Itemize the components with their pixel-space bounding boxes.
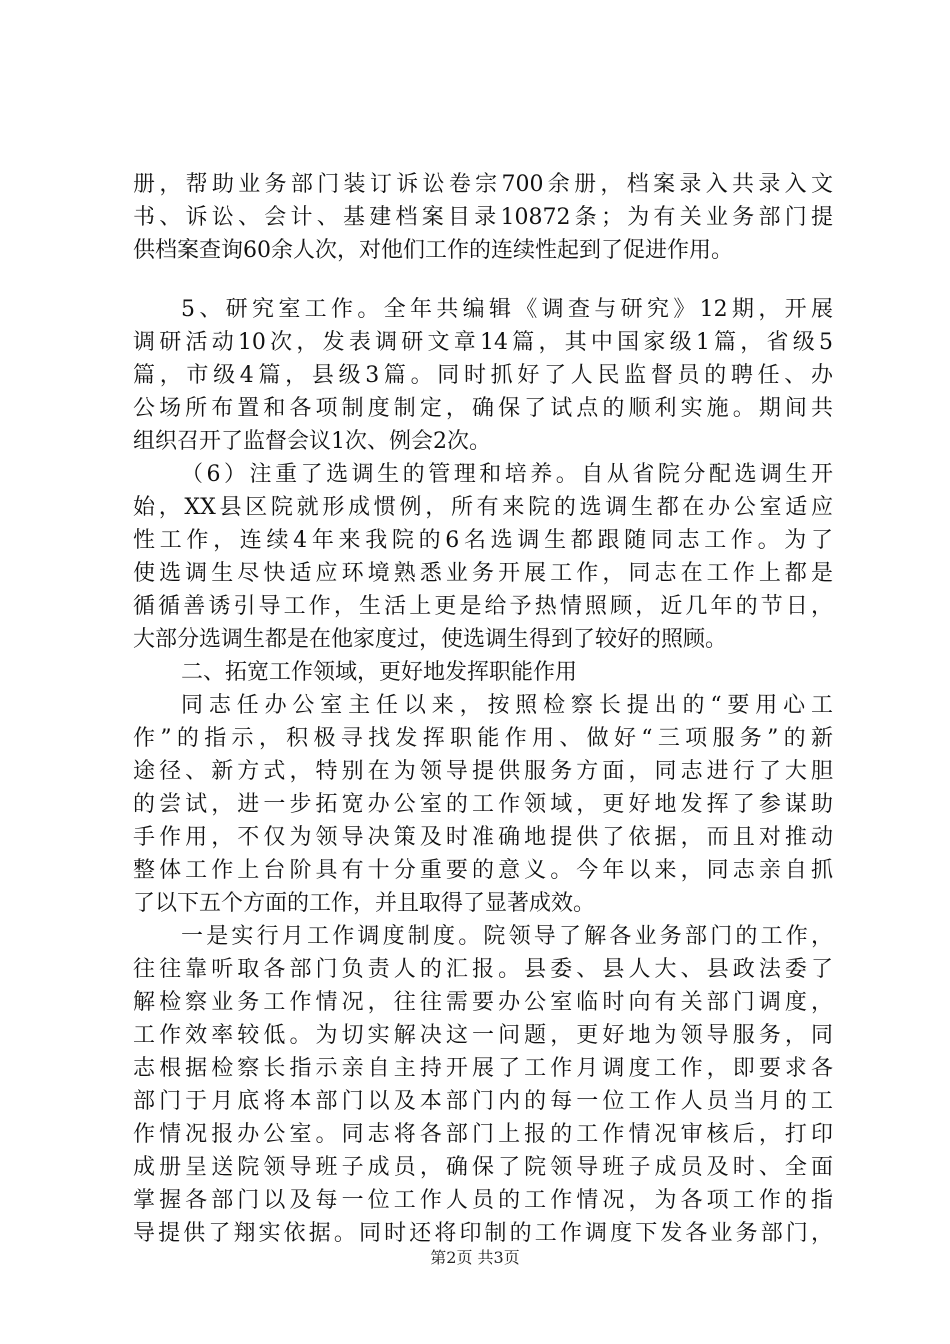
section-heading bbox=[133, 656, 833, 689]
text-line: 掌握各部门以及每一位工作人员的工作情况，为各项工作的指 bbox=[133, 1188, 833, 1213]
paragraph-selected-graduates bbox=[133, 458, 833, 656]
text-line: 书、诉讼、会计、基建档案目录10872条；为有关业务部门提 bbox=[133, 205, 833, 230]
text-line: 部门于月底将本部门以及本部门内的每一位工作人员当月的工 bbox=[133, 1089, 833, 1114]
paragraph-monthly-dispatch bbox=[133, 920, 833, 1250]
paragraph-research-office bbox=[133, 293, 833, 458]
section-two-heading: 二、拓宽工作领域，更好地发挥职能作用 bbox=[181, 660, 578, 685]
text-line: 调研活动10次，发表调研文章14篇，其中国家级1篇，省级5 bbox=[133, 330, 833, 355]
page-number-footer: 第2页 共3页 bbox=[430, 1248, 520, 1267]
text-line: 循循善诱引导工作，生活上更是给予热情照顾，近几年的节日， bbox=[133, 594, 833, 619]
text-line: 5、研究室工作。全年共编辑《调查与研究》12期，开展 bbox=[181, 297, 833, 322]
text-line: 作”的指示，积极寻找发挥职能作用、做好“三项服务”的新 bbox=[133, 726, 833, 751]
document-body bbox=[133, 168, 833, 1250]
text-line: 性工作，连续4年来我院的6名选调生都跟随同志工作。为了 bbox=[133, 528, 833, 553]
text-line: 志根据检察长指示亲自主持开展了工作月调度工作，即要求各 bbox=[133, 1056, 833, 1081]
text-line: 同志任办公室主任以来，按照检察长提出的“要用心工 bbox=[181, 693, 833, 718]
text-line: 公场所布置和各项制度制定，确保了试点的顺利实施。期间共 bbox=[133, 396, 833, 421]
paragraph-archive-continuation bbox=[133, 168, 833, 267]
text-line: 的尝试，进一步拓宽办公室的工作领域，更好地发挥了参谋助 bbox=[133, 792, 833, 817]
text-line: 整体工作上台阶具有十分重要的意义。今年以来，同志亲自抓 bbox=[133, 858, 833, 883]
text-line: 大部分选调生都是在他家度过，使选调生得到了较好的照顾。 bbox=[133, 627, 728, 652]
text-line: 始，XX县区院就形成惯例，所有来院的选调生都在办公室适应 bbox=[133, 495, 833, 520]
text-line: 篇，市级4篇，县级3篇。同时抓好了人民监督员的聘任、办 bbox=[133, 363, 833, 388]
text-line: 供档案查询60余人次，对他们工作的连续性起到了促进作用。 bbox=[133, 238, 733, 263]
paragraph-section-two-intro bbox=[133, 689, 833, 920]
text-line: 手作用，不仅为领导决策及时准确地提供了依据，而且对推动 bbox=[133, 825, 833, 850]
text-line: 使选调生尽快适应环境熟悉业务开展工作，同志在工作上都是 bbox=[133, 561, 833, 586]
paragraph-gap bbox=[133, 267, 833, 293]
text-line: 途径、新方式，特别在为领导提供服务方面，同志进行了大胆 bbox=[133, 759, 833, 784]
text-line: 作情况报办公室。同志将各部门上报的工作情况审核后，打印 bbox=[133, 1122, 833, 1147]
text-line: 册，帮助业务部门装订诉讼卷宗700余册，档案录入共录入文 bbox=[133, 172, 833, 197]
text-line: 了以下五个方面的工作，并且取得了显著成效。 bbox=[133, 891, 596, 916]
text-line: 解检察业务工作情况，往往需要办公室临时向有关部门调度， bbox=[133, 990, 833, 1015]
text-line: 一是实行月工作调度制度。院领导了解各业务部门的工作， bbox=[181, 924, 833, 949]
text-line: 组织召开了监督会议1次、例会2次。 bbox=[133, 429, 491, 454]
text-line: （6）注重了选调生的管理和培养。自从省院分配选调生开 bbox=[181, 462, 833, 487]
text-line: 往往靠听取各部门负责人的汇报。县委、县人大、县政法委了 bbox=[133, 957, 833, 982]
text-line: 工作效率较低。为切实解决这一问题，更好地为领导服务，同 bbox=[133, 1023, 833, 1048]
text-line: 成册呈送院领导班子成员，确保了院领导班子成员及时、全面 bbox=[133, 1155, 833, 1180]
text-line: 导提供了翔实依据。同时还将印制的工作调度下发各业务部门， bbox=[133, 1221, 833, 1246]
